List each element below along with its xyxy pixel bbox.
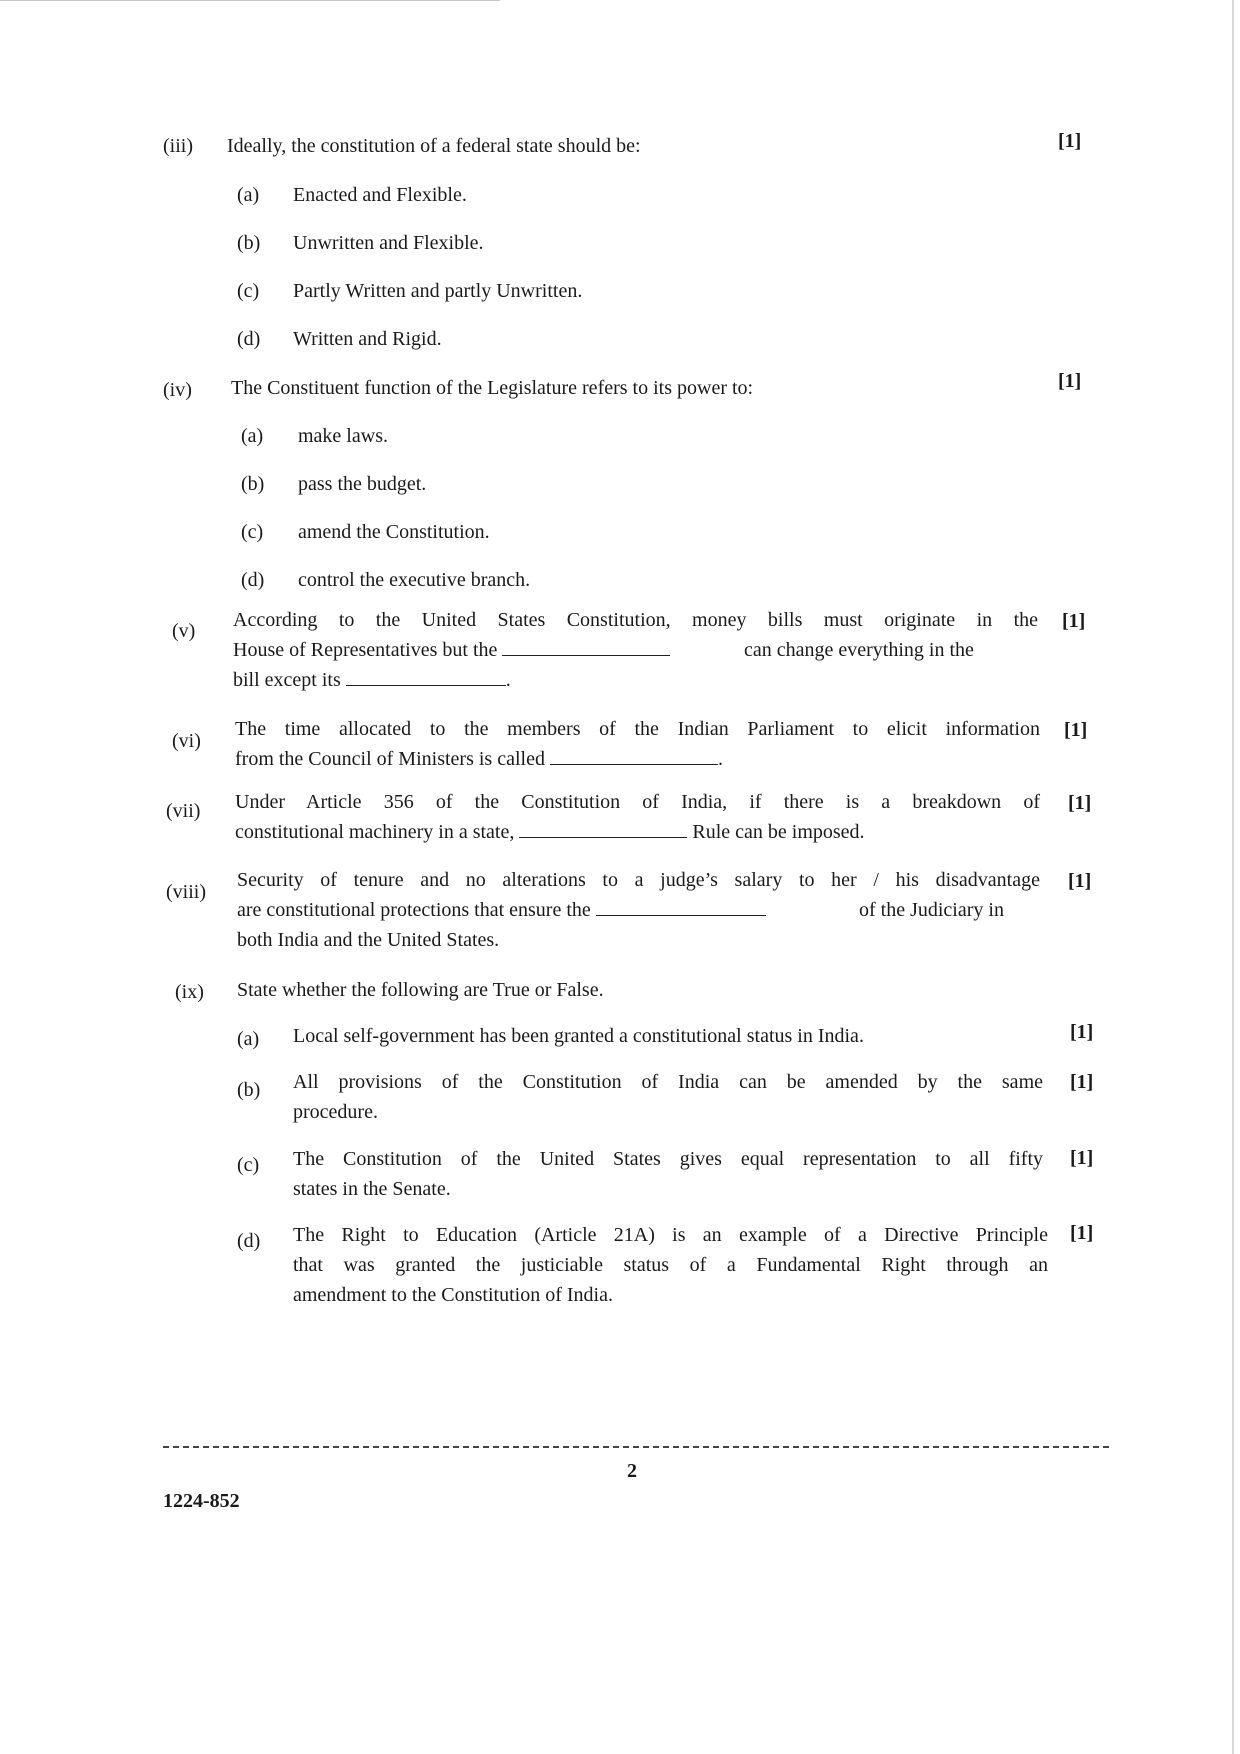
question-text-part: Rule can be imposed. [692,821,865,843]
question-text-part: . [717,748,723,770]
question-number: (v) [172,620,196,642]
question-text-part: are constitutional protections that ensure the [237,899,591,921]
option-text: Unwritten and Flexible. [293,232,484,254]
marks: [1] [1070,1071,1094,1093]
option-label: (d) [241,569,265,591]
item-text-line: The Constitution of the United States gives equal representation to all fifty [293,1148,1043,1170]
item-text-line: states in the Senate. [293,1178,451,1200]
question-text-line: Under Article 356 of the Constitution of India, if there is a breakdown of [235,791,1040,813]
item-text-line: The Right to Education (Article 21A) is an example of a Directive Principle [293,1224,1048,1246]
item-text-line: procedure. [293,1101,378,1123]
answer-blank [519,819,687,838]
question-number: (ix) [175,981,204,1003]
question-text-line: both India and the United States. [237,929,500,951]
question-text-part: House of Representatives but the [233,639,498,661]
answer-blank [596,897,766,916]
page-number: 2 [627,1460,637,1482]
question-text-part: can change everything in the [744,639,974,661]
question-text-line [237,896,766,925]
question-text: The Constituent function of the Legislature refers to its power to: [231,377,754,399]
option-label: (a) [241,425,264,447]
option-text: amend the Constitution. [298,521,490,543]
item-text-line: that was granted the justiciable status of a Fundamental Right through an [293,1254,1048,1276]
marks: [1] [1070,1222,1094,1244]
option-label: (c) [241,521,264,543]
question-text-part: bill except its [233,669,341,691]
scan-artifact-edge [1232,0,1234,1754]
question-text-line: The time allocated to the members of the Indian Parliament to elicit information [235,718,1040,740]
option-label: (c) [237,280,260,302]
question-text-line [233,666,511,695]
item-text-line: amendment to the Constitution of India. [293,1284,613,1306]
question-text-part: constitutional machinery in a state, [235,821,515,843]
item-label: (d) [237,1230,261,1252]
question-number: (iii) [163,135,193,157]
option-text: Written and Rigid. [293,328,442,350]
question-text-line: According to the United States Constitution, money bills must originate in the [233,609,1038,631]
option-text: Partly Written and partly Unwritten. [293,280,583,302]
paper-code: 1224-852 [163,1490,240,1512]
option-label: (b) [237,232,261,254]
marks: [1] [1070,1147,1094,1169]
option-label: (b) [241,473,265,495]
marks: [1] [1070,1021,1094,1043]
marks: [1] [1068,870,1092,892]
question-text-line: Security of tenure and no alterations to a judge’s salary to her / his disadvantage [237,869,1040,891]
option-text: pass the budget. [298,473,427,495]
marks: [1] [1068,792,1092,814]
question-text: Ideally, the constitution of a federal state should be: [227,135,641,157]
item-label: (c) [237,1154,260,1176]
question-text-part: from the Council of Ministers is called [235,748,545,770]
question-number: (vii) [166,800,201,822]
option-text: control the executive branch. [298,569,531,591]
question-number: (viii) [166,881,206,903]
question-number: (iv) [163,379,192,401]
answer-blank [502,637,670,656]
question-text-line [233,636,670,665]
item-text: Local self-government has been granted a constitutional status in India. [293,1025,864,1047]
marks: [1] [1062,610,1086,632]
question-text-line [235,745,723,774]
question-text: State whether the following are True or False. [237,979,604,1001]
question-number: (vi) [172,730,201,752]
footer-divider [163,1446,1109,1448]
answer-blank [346,667,506,686]
marks: [1] [1058,130,1082,152]
option-text: Enacted and Flexible. [293,184,467,206]
option-label: (d) [237,328,261,350]
marks: [1] [1064,719,1088,741]
item-label: (a) [237,1028,260,1050]
item-label: (b) [237,1079,261,1101]
question-text-part: . [505,669,511,691]
question-text-part: of the Judiciary in [859,899,1004,921]
marks: [1] [1058,370,1082,392]
item-text-line: All provisions of the Constitution of India can be amended by the same [293,1071,1043,1093]
option-text: make laws. [298,425,388,447]
scan-artifact-top [0,0,500,1]
option-label: (a) [237,184,260,206]
answer-blank [550,746,718,765]
question-text-line [235,818,865,847]
